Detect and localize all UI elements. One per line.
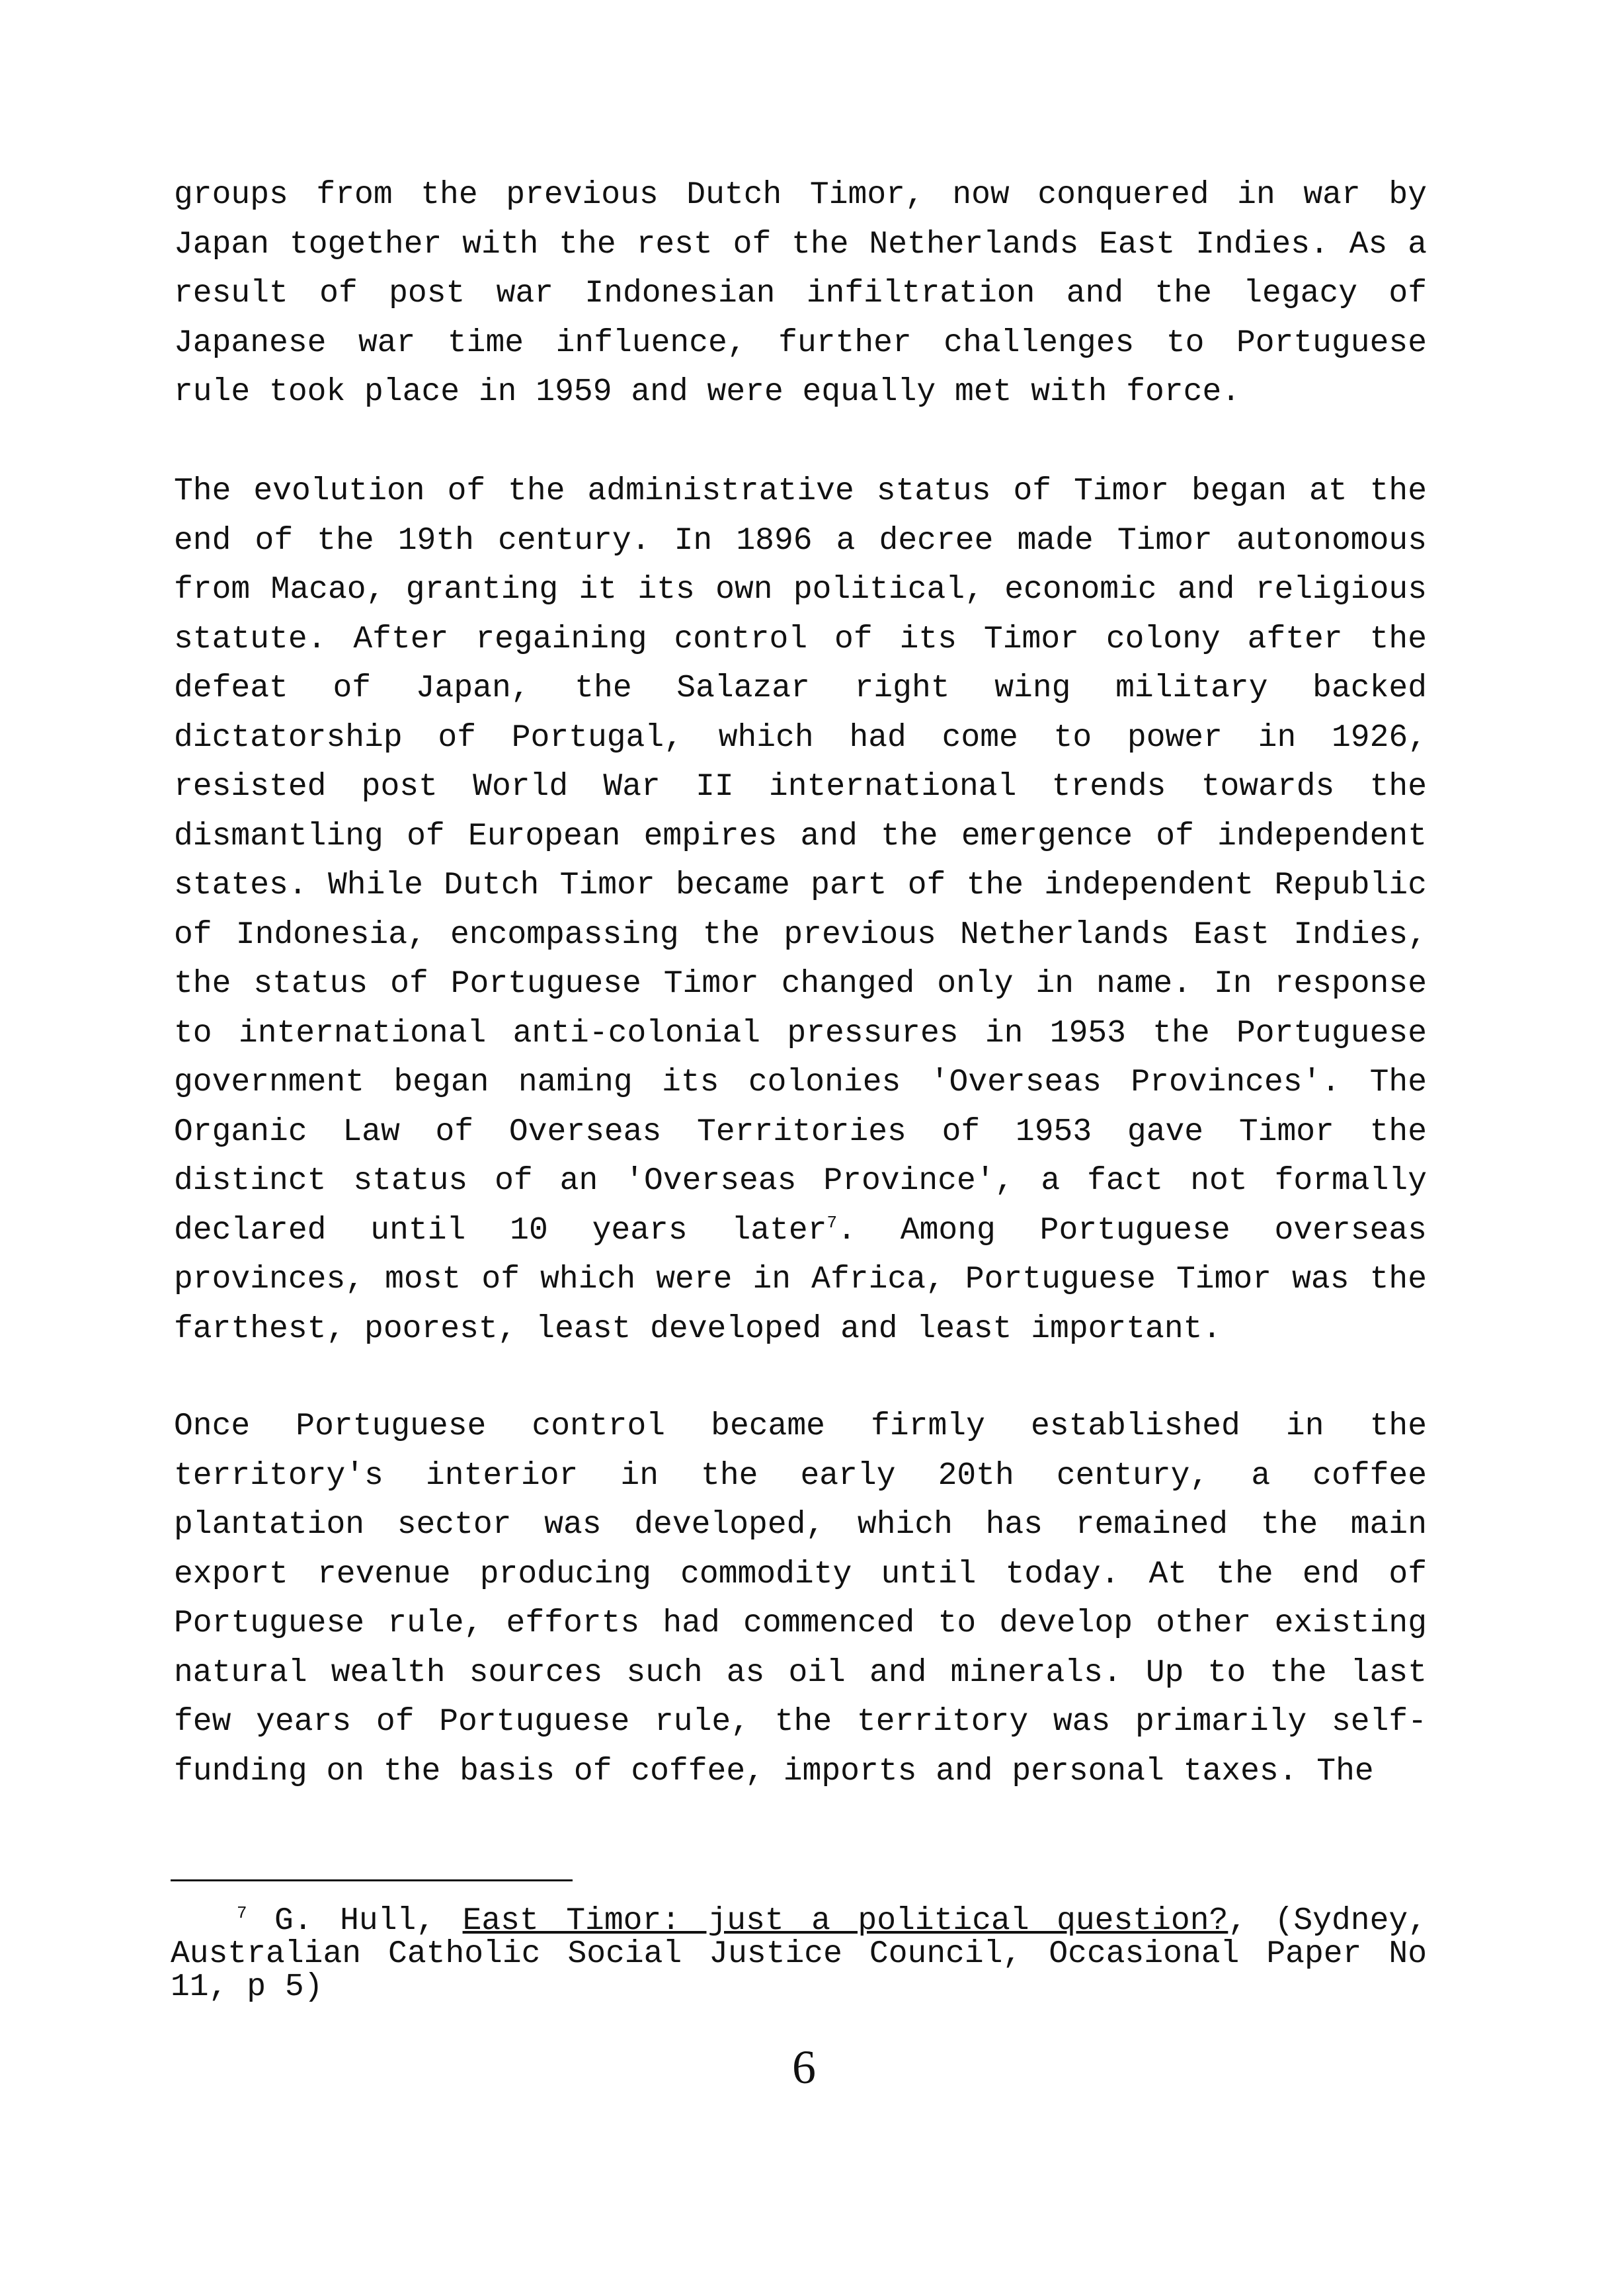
footnote-details: , (Sydney, Australian Catholic Social Justice Council, Occasional Paper No 11, p 5) (171, 1903, 1427, 2005)
paragraph-2-text: The evolution of the administrative status of Timor began at the end of the 19th century. In 1896 a decree made Timor autonomous from Macao, granting it its own political, economic and religious statute. After regaining control of its Timor colony after the defeat of Japan, the Salazar right wing military backed dictatorship of Portugal, which had come to power in 1926, resisted post World War II international trends towards the dismantling of European empires and the emergence of independent states. While Dutch Timor became part of the independent Republic of Indonesia, encompassing the previous Netherlands East Indies, the status of Portuguese Timor changed only in name. In response to international anti-colonial pressures in 1953 the Portuguese government began naming its colonies 'Overseas Provinces'. The Organic Law of Overseas Territories of 1953 gave Timor the distinct status of an 'Overseas Province', a fact not formally declared until 10 years later (174, 473, 1427, 1249)
footnote-title: East Timor: just a political question? (462, 1903, 1228, 1939)
paragraph-2 (174, 467, 1427, 1354)
footnote-separator (171, 1879, 573, 1881)
footnote-author: G. Hull, (247, 1903, 463, 1939)
footnote-marker: 7 (237, 1903, 247, 1923)
paragraph-2-text-continued: . Among Portuguese overseas provinces, most of which were in Africa, Portuguese Timor was the farthest, poorest, least developed and least important. (174, 1212, 1427, 1347)
paragraph-3: Once Portuguese control became firmly established in the territory's interior in the early 20th century, a coffee plantation sector was developed, which has remained the main export revenue producing commodity until today. At the end of Portuguese rule, efforts had commenced to develop other existing natural wealth sources such as oil and minerals. Up to the last few years of Portuguese rule, the territory was primarily self-funding on the basis of coffee, imports and personal taxes. The (174, 1409, 1427, 1789)
page-number: 6 (792, 2041, 816, 2094)
paragraph-1: groups from the previous Dutch Timor, now conquered in war by Japan together with the rest of the Netherlands East Indies. As a result of post war Indonesian infiltration and the legacy of Japanese war time influence, further challenges to Portuguese rule took place in 1959 and were equally met with force. (174, 177, 1427, 410)
footnote (171, 1905, 1427, 2004)
footnote-reference: 7 (826, 1212, 838, 1233)
